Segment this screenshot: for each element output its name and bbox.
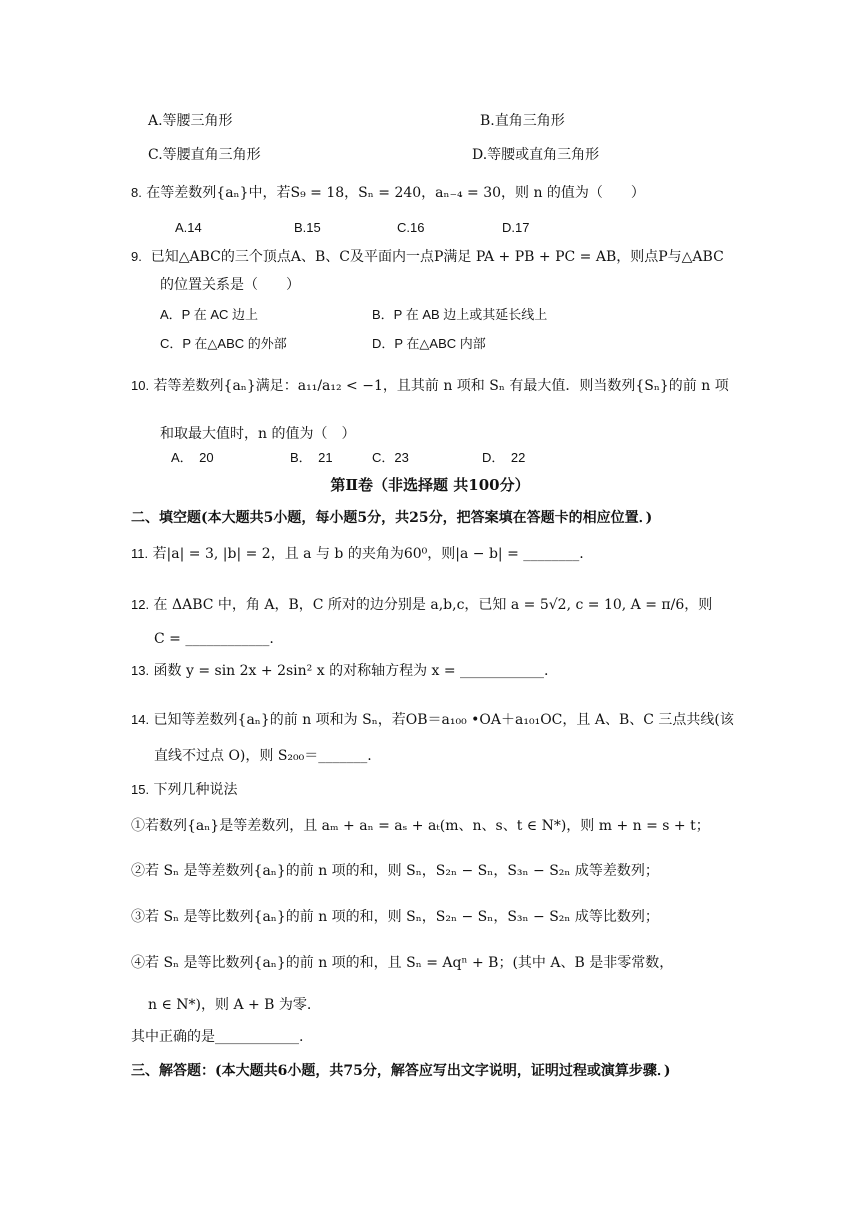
q8-text: 在等差数列{aₙ}中，若S₉ = 18，Sₙ = 240，aₙ₋₄ = 30，则 n 的值为（ ） [146,185,645,201]
q11-question: 11. 若|a| = 3, |b| = 2，且 a 与 b 的夹角为60⁰，则|a − b| = ________. [131,546,584,562]
q8-question: 8. 在等差数列{aₙ}中，若S₉ = 18，Sₙ = 240，aₙ₋₄ = 30，则 n 的值为（ ） [131,185,645,201]
q9-option-c: C．P 在△ABC 的外部 [160,336,287,351]
q12-line2: C = ____________. [154,631,274,647]
q11-text: 若|a| = 3, |b| = 2，且 a 与 b 的夹角为60⁰，则|a − b| = ________. [152,546,584,562]
q15-statement-3: ③若 Sₙ 是等比数列{aₙ}的前 n 项的和，则 Sₙ，S₂ₙ − Sₙ，S₃ₙ − S₂ₙ 成等比数列； [131,909,659,925]
q9-line2: 的位置关系是（ ） [160,277,300,293]
q10-line1: 若等差数列{aₙ}满足：a₁₁/a₁₂ < −1，且其前 n 项和 Sₙ 有最大值．则当数列{Sₙ}的前 n 项 [153,378,729,394]
q15-statement-4b: n ∈ N*)，则 A + B 为零. [148,997,312,1013]
q10-question: 10. 若等差数列{aₙ}满足：a₁₁/a₁₂ < −1，且其前 n 项和 Sₙ 有最大值．则当数列{Sₙ}的前 n 项 [131,378,729,394]
q9-question: 9. 已知△ABC的三个顶点A、B、C及平面内一点P满足 PA + PB + PC = AB，则点P与△ABC [131,249,724,265]
q15-statement-1: ①若数列{aₙ}是等差数列，且 aₘ + aₙ = aₛ + aₜ(m、n、s、t ∈ N*)，则 m + n = s + t； [131,818,710,834]
q14-line1: 已知等差数列{aₙ}的前 n 项和为 Sₙ，若OB＝a₁₀₀ •OA＋a₁₀₁OC，且 A、B、C 三点共线(该 [153,712,734,728]
q10-line2: 和取最大值时，n 的值为（ ） [160,426,356,442]
q9-option-d: D．P 在△ABC 内部 [372,336,486,351]
q13-question: 13. 函数 y = sin 2x + 2sin² x 的对称轴方程为 x = ____________. [131,663,549,679]
q9-line1: 已知△ABC的三个顶点A、B、C及平面内一点P满足 PA + PB + PC = AB，则点P与△ABC [150,249,724,265]
q12-line1: 在 ΔABC 中，角 A，B，C 所对的边分别是 a,b,c，已知 a = 5√2, c = 10, A = π/6，则 [153,597,713,613]
q15-answer-blank: 其中正确的是____________. [131,1029,304,1045]
q9-option-a: A．P 在 AC 边上 [160,307,259,322]
q15-statement-2: ②若 Sₙ 是等差数列{aₙ}的前 n 项的和，则 Sₙ，S₂ₙ − Sₙ，S₃ₙ − S₂ₙ 成等差数列； [131,863,659,879]
section3-heading: 三、解答题：(本大题共6小题，共75分，解答应写出文字说明，证明过程或演算步骤．) [131,1063,671,1079]
q12-question: 12. 在 ΔABC 中，角 A，B，C 所对的边分别是 a,b,c，已知 a = 5√2, c = 10, A = π/6，则 [131,597,713,613]
q15-intro: 15. 下列几种说法 [131,782,238,798]
q7-option-b: B.直角三角形 [480,113,565,129]
q10-option-a: A． 20 [171,450,214,465]
q7-option-d: D.等腰或直角三角形 [472,147,600,163]
q8-option-c: C.16 [397,220,425,235]
q14-line2: 直线不过点 O)，则 S₂₀₀＝_______. [154,748,372,764]
q8-option-b: B.15 [294,220,321,235]
section2-heading: 二、填空题(本大题共5小题，每小题5分，共25分，把答案填在答题卡的相应位置．) [131,510,653,526]
q14-question: 14. 已知等差数列{aₙ}的前 n 项和为 Sₙ，若OB＝a₁₀₀ •OA＋a₁₀₁OC，且 A、B、C 三点共线(该 [131,712,734,728]
q7-option-c: C.等腰直角三角形 [148,147,261,163]
q8-option-d: D.17 [502,220,530,235]
q8-option-a: A.14 [175,220,202,235]
part2-title: 第Ⅱ卷（非选择题 共100分） [330,476,530,494]
q15-statement-4a: ④若 Sₙ 是等比数列{aₙ}的前 n 项的和，且 Sₙ = Aqⁿ + B；(其中 A、B 是非零常数， [131,955,674,971]
q10-option-d: D． 22 [482,450,526,465]
q9-option-b: B．P 在 AB 边上或其延长线上 [372,307,548,322]
q10-option-c: C．23 [372,450,409,465]
q10-option-b: B． 21 [290,450,333,465]
q7-option-a: A.等腰三角形 [148,113,233,129]
q13-text: 函数 y = sin 2x + 2sin² x 的对称轴方程为 x = ____________. [153,663,549,679]
